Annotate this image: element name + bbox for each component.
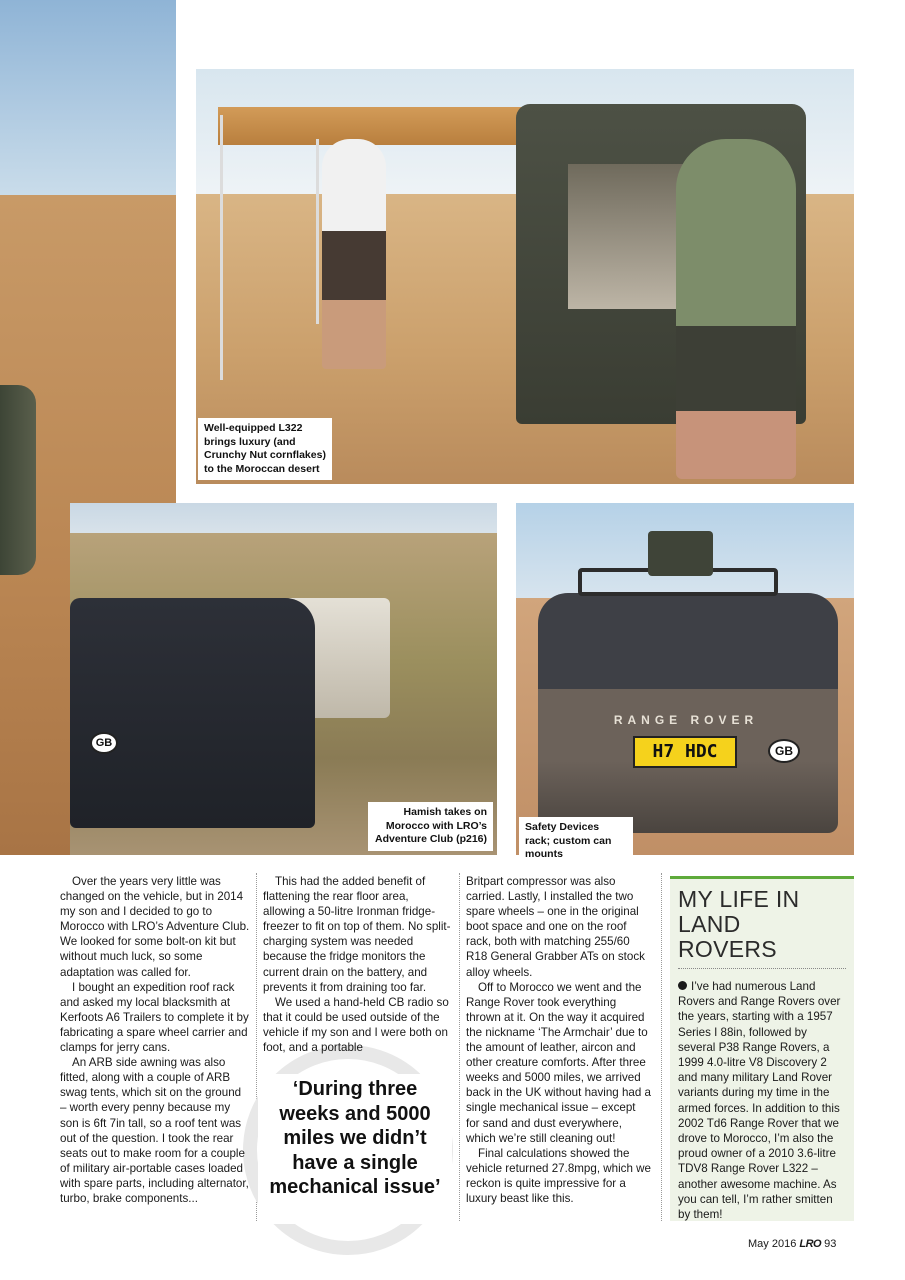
person-owner xyxy=(676,139,796,479)
person-son xyxy=(322,139,386,369)
magazine-logo: LRO xyxy=(799,1238,822,1250)
awning-pole xyxy=(316,139,319,324)
paragraph: I bought an expedition roof rack and asked my local blacksmith at Kerfoots A6 Trailers to complete it by fabricating a spare wheel carrier and clamps for jerry cans. xyxy=(60,980,249,1055)
range-rover-badge: RANGE ROVER xyxy=(613,713,759,727)
sidebar-my-life-in-land-rovers xyxy=(670,876,854,1221)
paragraph: Final calculations showed the vehicle returned 27.8mpg, which we reckon is quite impressive for a luxury beast like this. xyxy=(466,1146,651,1205)
paragraph: An ARB side awning was also fitted, along with a couple of ARB swag tents, which sit on the ground – worth every penny because my son is 6ft 7in tall, so a roof tent was out of the question. I took the rear seats out to make room for a couple of military air-portable cases loaded with spare parts, including alternator, turbo, brake components... xyxy=(60,1056,249,1205)
number-plate: H7 HDC xyxy=(633,736,737,768)
issue-date: May 2016 xyxy=(748,1238,797,1250)
pull-quote: ‘During three weeks and 5000 miles we didn’t have a single mechanical issue’ xyxy=(269,1078,441,1198)
gb-sticker: GB xyxy=(90,732,118,754)
vehicle-edge xyxy=(0,385,36,575)
article-column-1 xyxy=(60,874,250,1206)
gb-sticker: GB xyxy=(768,739,800,763)
bullet-icon xyxy=(678,981,687,990)
column-divider xyxy=(661,873,662,1221)
article-column-2 xyxy=(263,874,453,1055)
sidebar-text: I’ve had numerous Land Rovers and Range Rovers over the years, starting with a 1957 Series I 88in, followed by several P38 Range Rovers, a 1999 4.0-litre V8 Discovery 2 and many military Land Rover variants during my time in the armed forces. In addition to this 2002 Td6 Range Rover that we drove to Morocco, I’m also the proud owner of a 2010 3.6-litre TDV8 Range Rover L322 – another awesome machine. As you can tell, I’m rather smitten by them! xyxy=(678,980,841,1222)
caption-convoy-photo: Hamish takes on Morocco with LRO’s Adventure Club (p216) xyxy=(368,802,493,851)
sky xyxy=(0,0,176,195)
caption-rear-photo: Safety Devices rack; custom can mounts xyxy=(519,817,633,866)
column-divider xyxy=(459,873,460,1221)
paragraph: Britpart compressor was also carried. Lastly, I installed the two spare wheels – one in the original boot space and one on the roof rack, both with matching 255/60 R18 General Grabber ATs on stock alloy wheels. xyxy=(466,875,645,979)
paragraph: We used a hand-held CB radio so that it could be used outside of the vehicle if my son and I were both on foot, and a portable xyxy=(263,995,449,1055)
side-awning xyxy=(218,107,560,145)
sidebar-title: MY LIFE IN LAND ROVERS xyxy=(678,887,846,969)
paragraph: Off to Morocco we went and the Range Rover took everything thrown at it. On the way it acquired the nickname ‘The Armchair’ due to the amount of leather, aircon and other creature comforts. After three weeks and 5000 miles, we arrived back in the UK without having had a single mechanical issue – except for sand and dust everywhere, which we’re still cleaning out! xyxy=(466,980,651,1145)
range-rover-l322 xyxy=(70,598,315,828)
rear-rack-photo xyxy=(516,503,854,855)
paragraph: Over the years very little was changed on the vehicle, but in 2014 my son and I decided to go to Morocco with LRO’s Adventure Club. We looked for some bolt-on kit but without much luck, so some adaptation was called for. xyxy=(60,875,250,979)
article-column-3 xyxy=(466,874,652,1206)
awning-pole xyxy=(220,115,223,380)
sidebar-body xyxy=(678,979,846,1222)
caption-main-photo: Well-equipped L322 brings luxury (and Crunchy Nut cornflakes) to the Moroccan desert xyxy=(198,418,332,480)
page-folio xyxy=(748,1238,836,1250)
page-number: 93 xyxy=(824,1238,837,1250)
jerry-can xyxy=(648,531,713,576)
paragraph: This had the added benefit of flattening the rear floor area, allowing a 50-litre Ironman fridge-freezer to fit on top of them. No split-charging system was needed because the fridge monitors the current drain on the battery, and prevents it from draining too far. xyxy=(263,875,451,994)
